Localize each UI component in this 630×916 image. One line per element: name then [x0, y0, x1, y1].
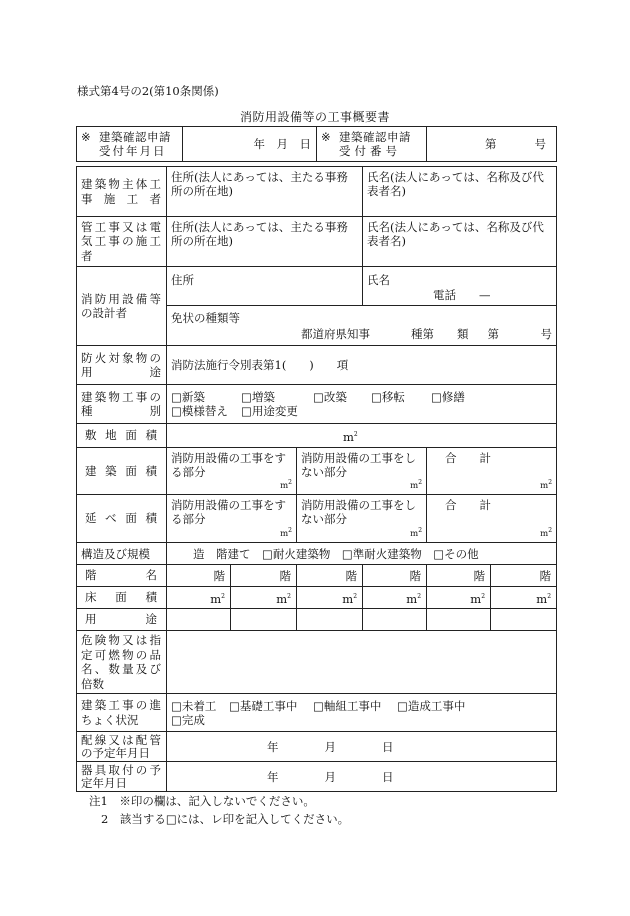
designer-license-field[interactable]: 免状の種類等 都道府県知事 種第 類 第 号 [167, 306, 557, 346]
floor-cell[interactable]: 階 [297, 565, 363, 587]
building-area-without-field[interactable]: 消防用設備の工事をしない部分 $m^2$ [297, 448, 427, 495]
note-1: 注1 ※印の欄は、記入しないでください。 [89, 794, 315, 808]
contractor-address-field[interactable]: 住所(法人にあっては、主たる事務所の所在地) [167, 217, 363, 267]
work-type-change-use-checkbox[interactable]: □用途変更 [241, 404, 298, 418]
reception-table [76, 126, 557, 162]
work-type-remodel-checkbox[interactable]: □模様替え [171, 404, 228, 418]
designer-label: 消防用設備等の設計者 [77, 267, 167, 346]
usage-cell[interactable] [363, 609, 427, 631]
progress-grading-checkbox[interactable]: □造成工事中 [397, 698, 466, 713]
usage-cell[interactable] [491, 609, 557, 631]
floor-cell[interactable]: 階 [231, 565, 297, 587]
purpose-field[interactable]: 消防法施行令別表第1( ) 項 [167, 346, 557, 385]
total-floor-area-total-field[interactable]: 合 計 $m^2$ [427, 495, 557, 543]
progress-label: 建築工事の進ちょく状況 [77, 694, 167, 732]
reception-number-label: ※ 建築確認申請 受付番号 [317, 127, 427, 162]
floor-area-cell[interactable]: $m^2$ [491, 587, 557, 609]
contractor-label: 管工事又は電気工事の施工者 [77, 217, 167, 267]
work-type-repair-checkbox[interactable]: □修繕 [431, 390, 465, 404]
work-type-options[interactable] [167, 385, 557, 424]
contractor-name-field[interactable]: 氏名(法人にあっては、名称及び代表者名) [363, 217, 557, 267]
site-area-field[interactable]: $m^2$ [167, 424, 557, 448]
usage-cell[interactable] [231, 609, 297, 631]
designer-name-field[interactable]: 氏名 電話 — [363, 267, 557, 306]
floor-area-cell[interactable]: $m^2$ [297, 587, 363, 609]
progress-complete-checkbox[interactable]: □完成 [171, 712, 205, 727]
reception-date-field[interactable]: 年 月 日 [183, 127, 317, 162]
structure-field[interactable]: 造 階建て □耐火建築物 □準耐火建築物 □その他 [167, 543, 557, 565]
usage-cell[interactable] [167, 609, 231, 631]
usage-cell[interactable] [427, 609, 491, 631]
total-floor-area-label: 延べ面積 [77, 495, 167, 543]
floor-area-label: 床面積 [77, 587, 167, 609]
progress-not-started-checkbox[interactable]: □未着工 [171, 698, 217, 713]
fixture-date-label: 器具取付の予定年月日 [77, 762, 167, 792]
purpose-label: 防火対象物の用途 [77, 346, 167, 385]
reception-date-label: ※ 建築確認申請 受付年月日 [77, 127, 183, 162]
floor-area-cell[interactable]: $m^2$ [231, 587, 297, 609]
form-reference: 様式第4号の2(第10条関係) [77, 84, 219, 98]
progress-framing-checkbox[interactable]: □軸組工事中 [313, 698, 382, 713]
wiring-date-label: 配線又は配管の予定年月日 [77, 732, 167, 762]
note-2: 2 該当する□には、レ印を記入してください。 [101, 812, 350, 826]
usage-cell[interactable] [297, 609, 363, 631]
usage-label: 用途 [77, 609, 167, 631]
floor-cell[interactable]: 階 [427, 565, 491, 587]
designer-phone: 電話 — [433, 288, 491, 302]
total-floor-area-with-field[interactable]: 消防用設備の工事をする部分 $m^2$ [167, 495, 297, 543]
fixture-date-field[interactable]: 年 月 日 [167, 762, 557, 792]
builder-address-field[interactable]: 住所(法人にあっては、主たる事務所の所在地) [167, 167, 363, 217]
floor-cell[interactable]: 階 [363, 565, 427, 587]
building-area-label: 建築面積 [77, 448, 167, 495]
floor-area-cell[interactable]: $m^2$ [167, 587, 231, 609]
site-area-label: 敷地面積 [77, 424, 167, 448]
hazardous-label: 危険物又は指定可燃物の品名、数量及び倍数 [77, 631, 167, 694]
wiring-date-field[interactable]: 年 月 日 [167, 732, 557, 762]
building-area-total-field[interactable]: 合 計 $m^2$ [427, 448, 557, 495]
floor-cell[interactable]: 階 [491, 565, 557, 587]
floor-area-cell[interactable]: $m^2$ [427, 587, 491, 609]
floor-cell[interactable]: 階 [167, 565, 231, 587]
floor-area-cell[interactable]: $m^2$ [363, 587, 427, 609]
progress-foundation-checkbox[interactable]: □基礎工事中 [229, 698, 298, 713]
builder-label: 建築物主体工事施工者 [77, 167, 167, 217]
reception-number-field[interactable]: 第 号 [427, 127, 557, 162]
construction-summary-table [76, 166, 557, 792]
work-type-extension-checkbox[interactable]: □増築 [241, 390, 275, 404]
hazardous-field[interactable] [167, 631, 557, 694]
designer-address-field[interactable]: 住所 [167, 267, 363, 306]
work-type-rebuild-checkbox[interactable]: □改築 [313, 390, 347, 404]
document-title: 消防用設備等の工事概要書 [239, 110, 390, 124]
work-type-new-checkbox[interactable]: □新築 [171, 390, 205, 404]
builder-name-field[interactable]: 氏名(法人にあっては、名称及び代表者名) [363, 167, 557, 217]
building-area-with-field[interactable]: 消防用設備の工事をする部分 $m^2$ [167, 448, 297, 495]
notes [89, 792, 349, 828]
progress-options[interactable] [167, 694, 557, 732]
work-type-label: 建築物工事の種別 [77, 385, 167, 424]
work-type-relocation-checkbox[interactable]: □移転 [371, 390, 405, 404]
total-floor-area-without-field[interactable]: 消防用設備の工事をしない部分 $m^2$ [297, 495, 427, 543]
structure-label: 構造及び規模 [77, 543, 167, 565]
floor-name-label: 階名 [77, 565, 167, 587]
